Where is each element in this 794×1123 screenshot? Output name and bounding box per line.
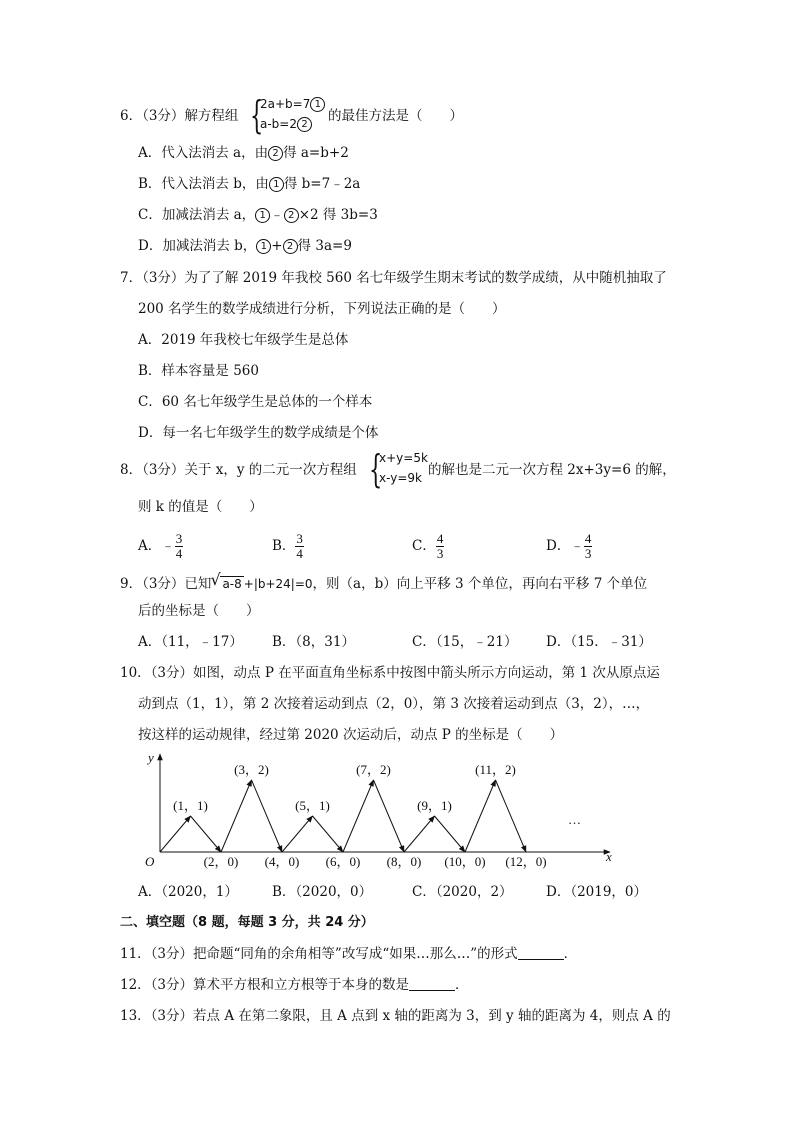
path-segment <box>160 816 191 852</box>
ellipsis: … <box>568 812 581 827</box>
point-label: (11，2) <box>475 762 516 777</box>
question-score: （3分） <box>150 946 194 962</box>
question-8 <box>120 460 357 480</box>
point-label: (9，1) <box>417 798 452 813</box>
circled-number: 1 <box>269 177 284 192</box>
question-7-stem-line2: 200 名学生的数学成绩进行分析，下列说法正确的是（ ） <box>138 301 506 317</box>
path-segment <box>221 780 252 852</box>
question-10 <box>120 663 660 683</box>
q8-option-a[interactable]: A．﹣ $\frac{3}{4}$ <box>138 531 183 561</box>
question-6-stem-end: 的最佳方法是（ ） <box>328 108 463 124</box>
question-12: 12．（3分）算术平方根和立方根等于本身的数是 ． <box>120 977 469 993</box>
question-score: （3分） <box>142 576 185 592</box>
question-stem: 为了了解 2019 年我校 560 名七年级学生期末考试的数学成绩，从中随机抽取了 <box>184 270 667 286</box>
q7-option-d[interactable]: D．每一名七年级学生的数学成绩是个体 <box>138 425 379 441</box>
circled-number: 2 <box>268 146 283 161</box>
question-stem-end: ，则（a，b）向上平移 3 个单位，再向右平移 7 个单位 <box>312 576 648 592</box>
path-segment <box>282 816 313 852</box>
point-label: (10，0) <box>444 854 486 869</box>
question-number: 10． <box>120 665 151 681</box>
question-stem: 若点 A 在第二象限，且 A 点到 x 轴的距离为 3，到 y 轴的距离为 4，则点 A 的 <box>193 1008 671 1024</box>
question-score: （3分） <box>150 665 194 681</box>
question-10-stem-line2: 动到点（1，1），第 2 次接着运动到点（2，0），第 3 次接着运动到点（3，2），…， <box>138 696 650 712</box>
question-score: （3分） <box>150 1008 194 1024</box>
path-segment <box>465 780 496 852</box>
question-number: 6． <box>120 108 143 124</box>
path-segment <box>191 816 222 852</box>
question-stem: 如图，动点 P 在平面直角坐标系中按图中箭头所示方向运动，第 1 次从原点运 <box>193 665 660 681</box>
q9-option-b[interactable]: B．（8，31） <box>272 634 355 650</box>
question-number: 12． <box>120 977 151 993</box>
question-number: 9． <box>120 576 143 592</box>
path-segment <box>404 816 435 852</box>
point-label: (1，1) <box>173 798 208 813</box>
q9-option-a[interactable]: A．（11，﹣17） <box>138 634 243 650</box>
question-score: （3分） <box>142 108 185 124</box>
question-8-stem-line2: 则 k 的值是（ ） <box>138 499 263 515</box>
question-13 <box>120 1006 671 1026</box>
path-segment <box>435 816 466 852</box>
question-number: 11． <box>120 946 151 962</box>
question-11: 11．（3分）把命题“同角的余角相等”改写成“如果…那么…”的形式 ． <box>120 946 578 962</box>
q8-option-c[interactable]: C． $\frac{4}{3}$ <box>412 531 444 561</box>
path-segment <box>496 780 527 852</box>
y-axis-label: y <box>148 750 154 765</box>
question-stem: 把命题“同角的余角相等”改写成“如果…那么…”的形式 <box>193 946 518 962</box>
q6-option-c[interactable]: C．加减法消去 a， 1 ﹣ 2 ×2 得 3b=3 <box>138 207 378 223</box>
origin-label: O <box>145 854 155 869</box>
question-7 <box>120 268 667 288</box>
answer-blank[interactable] <box>518 945 564 960</box>
x-axis-label: x <box>606 849 612 864</box>
question-6 <box>120 106 238 126</box>
q7-option-a[interactable]: A．2019 年我校七年级学生是总体 <box>138 332 349 348</box>
q10-option-c[interactable]: C．（2020，2） <box>412 884 513 900</box>
movement-diagram <box>130 748 630 873</box>
answer-blank[interactable] <box>409 976 455 991</box>
question-score: （3分） <box>142 462 185 478</box>
question-9 <box>120 570 648 594</box>
circled-number: 2 <box>297 117 312 132</box>
circled-number: 1 <box>255 208 270 223</box>
point-label: (3，2) <box>234 762 269 777</box>
question-10-stem-line3: 按这样的运动规律，经过第 2020 次运动后，动点 P 的坐标是（ ） <box>138 727 564 743</box>
question-stem: 已知 <box>184 576 212 592</box>
q8-option-d[interactable]: D．﹣ $\frac{4}{3}$ <box>546 531 592 561</box>
question-number: 7． <box>120 270 143 286</box>
circled-number: 1 <box>310 97 325 112</box>
brace-symbol: { <box>369 447 383 491</box>
q7-option-c[interactable]: C．60 名七年级学生是总体的一个样本 <box>138 394 373 410</box>
q10-option-b[interactable]: B．（2020，0） <box>272 884 373 900</box>
path-segment <box>252 780 283 852</box>
question-9-stem-line2: 后的坐标是（ ） <box>138 603 260 619</box>
point-label: (6，0) <box>325 854 361 869</box>
question-number: 8． <box>120 462 143 478</box>
fraction: $\frac{4}{3}$ <box>584 531 592 561</box>
point-label: (8，0) <box>386 854 422 869</box>
fraction: $\frac{3}{4}$ <box>175 531 183 561</box>
path-segment <box>313 816 344 852</box>
point-label: (4，0) <box>264 854 300 869</box>
point-label: (7，2) <box>356 762 391 777</box>
q6-option-b[interactable]: B．代入法消去 b，由 1 得 b=7﹣2a <box>138 176 361 192</box>
brace-symbol: { <box>250 93 264 137</box>
question-number: 13． <box>120 1008 151 1024</box>
point-label: (2，0) <box>203 854 239 869</box>
equation-1: x+y=5k <box>379 451 428 465</box>
circled-number: 2 <box>283 239 298 254</box>
q8-option-b[interactable]: B． $\frac{3}{4}$ <box>272 531 303 561</box>
equation-1: 2a+b=7 1 <box>260 96 325 112</box>
circled-number: 1 <box>256 239 271 254</box>
path-segment <box>343 780 374 852</box>
square-root: √ a-8 <box>210 570 242 591</box>
equation-2: a-b=2 2 <box>260 116 312 132</box>
q7-option-b[interactable]: B．样本容量是 560 <box>138 363 259 379</box>
circled-number: 2 <box>284 208 299 223</box>
point-label: (12，0) <box>505 854 547 869</box>
question-stem: 算术平方根和立方根等于本身的数是 <box>193 977 410 993</box>
question-score: （3分） <box>142 270 185 286</box>
question-score: （3分） <box>150 977 194 993</box>
q10-option-a[interactable]: A．（2020，1） <box>138 884 238 900</box>
absolute-value-expr: +|b+24|=0 <box>243 577 313 591</box>
q10-option-d[interactable]: D．（2019，0） <box>546 884 648 900</box>
question-stem: 解方程组 <box>184 108 239 124</box>
equation-2: x-y=9k <box>379 471 422 485</box>
question-8-stem-end: 的解也是二元一次方程 2x+3y=6 的解， <box>428 462 676 478</box>
path-segment <box>374 780 405 852</box>
question-stem: 关于 x，y 的二元一次方程组 <box>184 462 357 478</box>
section-title: 二、填空题（8 题，每题 3 分，共 24 分） <box>120 915 374 930</box>
q6-option-d[interactable]: D．加减法消去 b， 1 + 2 得 3a=9 <box>138 238 352 254</box>
q6-option-a[interactable]: A．代入法消去 a，由 2 得 a=b+2 <box>138 145 349 161</box>
q9-option-d[interactable]: D．（15．﹣31） <box>546 634 652 650</box>
fraction: $\frac{3}{4}$ <box>296 531 303 561</box>
point-label: (5，1) <box>295 798 330 813</box>
fraction: $\frac{4}{3}$ <box>436 531 444 561</box>
q9-option-c[interactable]: C．（15，﹣21） <box>412 634 518 650</box>
